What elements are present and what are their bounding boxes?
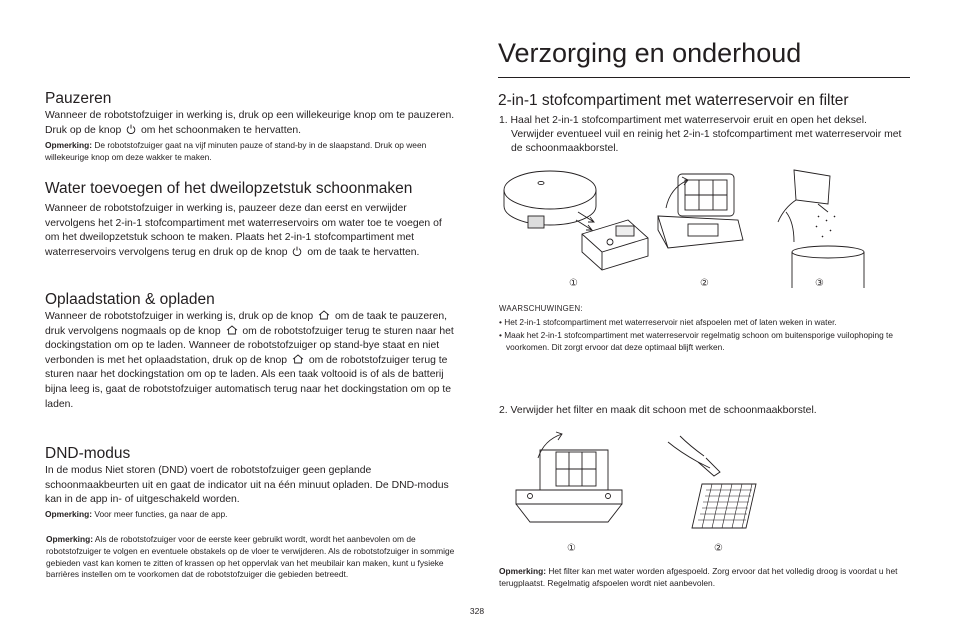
right-note-text: Het filter kan met water worden afgespoeld. Zorg ervoor dat het volledig droog is voordat u het terugplaatst. Regelmatig afspoelen wordt niet aanbevolen. xyxy=(499,566,898,588)
heading-pauzeren: Pauzeren xyxy=(45,90,112,107)
heading-water: Water toevoegen of het dweilopzetstuk schoonmaken xyxy=(45,180,413,197)
section-pauzeren xyxy=(45,90,455,164)
power-icon xyxy=(292,246,302,256)
water-text xyxy=(45,202,455,260)
heading-oplaad: Oplaadstation & opladen xyxy=(45,291,215,308)
warnings-list xyxy=(499,316,899,354)
section-dnd xyxy=(45,445,455,521)
fig1-label-3: ③ xyxy=(815,278,824,289)
note-text: Voor meer functies, ga naar de app. xyxy=(94,508,228,519)
oplaad-text-1: Wanneer de robotstofzuiger in werking is, druk op de knop xyxy=(45,311,314,322)
pauzeren-text xyxy=(45,109,455,138)
home-icon xyxy=(292,354,304,364)
filter-removal-illustration xyxy=(516,432,622,522)
power-icon xyxy=(126,124,136,134)
note-text: De robotstofzuiger gaat na vijf minuten pauze of stand-by in de slaapstand. Druk op ween willekeurige knop om deze wakker te maken. xyxy=(45,140,427,162)
oplaad-text xyxy=(45,310,455,412)
dnd-note xyxy=(45,509,455,521)
section-oplaad xyxy=(45,291,455,412)
dnd-text: In de modus Niet storen (DND) voert de robotstofzuiger geen geplande schoonmaakbeurten uit en gaat de indicator uit na één minuut opladen. De DND-modus kan in de app in- of uitgeschakeld worden. xyxy=(45,465,449,506)
home-icon xyxy=(318,310,330,320)
pauzeren-note xyxy=(45,140,455,164)
warning-item: • Het 2-in-1 stofcompartiment met waterreservoir niet afspoelen met of laten weken in water. xyxy=(499,317,837,327)
fig1-label-2: ② xyxy=(700,278,709,289)
step-1: 1. Haal het 2-in-1 stofcompartiment met waterreservoir eruit en open het deksel. Verwijder eventueel vuil en reinig het 2-in-1 stofcompartiment met waterreservoir met de schoonmaakborstel. xyxy=(499,115,902,154)
filter-brushing-illustration xyxy=(668,436,756,528)
section-water xyxy=(45,180,455,260)
fig2-label-2: ② xyxy=(714,543,723,554)
emptying-bin-illustration xyxy=(778,170,864,288)
note-label: Opmerking: xyxy=(45,508,92,519)
heading-stofcompartiment: 2-in-1 stofcompartiment met waterreservoir en filter xyxy=(498,92,849,109)
robot-vacuum-illustration xyxy=(504,171,596,228)
warning-item: • Maak het 2-in-1 stofcompartiment met waterreservoir regelmatig schoon om buitensporige vuilophoping te voorkomen. Dit zorgt ervoor dat deze optimaal blijft werken. xyxy=(499,330,893,353)
page-title: Verzorging en onderhoud xyxy=(498,38,802,68)
fig1-label-1: ① xyxy=(569,278,578,289)
oplaad-text-3: om de robotstofzuiger terug te sturen naar het dockingstation om op te laden. Wanneer de robotstofzuiger op stand-bye staat en niet verbonden is met het oplaadstation, druk op de knop xyxy=(45,325,454,366)
note-label: Opmerking: xyxy=(45,140,92,151)
figure-1 xyxy=(498,160,868,290)
right-note xyxy=(499,566,909,590)
oplaad-text-2: om de taak te pauzeren, druk vervolgens nogmaals op de knop xyxy=(45,311,448,337)
fig2-label-1: ① xyxy=(567,543,576,554)
right-note-label: Opmerking: xyxy=(499,566,546,576)
heading-dnd: DND-modus xyxy=(45,445,131,462)
water-text-1: Wanneer de robotstofzuiger in werking is, pauzeer deze dan eerst en verwijder vervolgens het 2-in-1 stofcompartiment met waterreservoirs om water toe te voegen of om het dweilopzetstuk schoon te maken. Plaats het 2-in-1 stofcompartiment met waterreservoirs vervolgens terug en druk op de knop xyxy=(45,203,442,258)
figure-2 xyxy=(510,428,770,538)
open-bin-illustration xyxy=(658,174,743,248)
home-icon xyxy=(226,325,238,335)
warnings-title: WAARSCHUWINGEN: xyxy=(499,304,583,313)
title-rule xyxy=(498,77,910,78)
step-2: 2. Verwijder het filter en maak dit schoon met de schoonmaakborstel. xyxy=(499,405,817,416)
dust-bin-illustration xyxy=(582,220,648,270)
water-text-2: om de taak te hervatten. xyxy=(307,246,420,258)
final-note-text: Als de robotstofzuiger voor de eerste keer gebruikt wordt, wordt het aanbevolen om de robotstofzuiger te volgen en eventuele obstakels op de vloer te verwijderen. Als de robotstofzuiger in sommige gebieden vast kan komen te zitten of krassen op het oppervlak van het meubilair kan maken, kunt u fysieke barrières instellen om te voorkomen dat de robotstofzuiger die gebieden betreedt. xyxy=(46,534,455,580)
oplaad-text-4: om de robotstofzuiger terug te sturen naar het dockingstation om op te laden. Als een taak voltooid is of als de batterij bijna leeg is, gaat de robotstofzuiger automatisch terug naar het dockingstation om op te laden. xyxy=(45,354,452,410)
pauzeren-text-1: Wanneer de robotstofzuiger in werking is, druk op een willekeurige knop om te pauzeren. Druk op de knop xyxy=(45,110,455,136)
page-number: 328 xyxy=(469,606,485,616)
final-note-label: Opmerking: xyxy=(46,534,93,544)
final-note xyxy=(46,534,456,581)
pauzeren-text-2: om het schoonmaken te hervatten. xyxy=(141,124,302,136)
